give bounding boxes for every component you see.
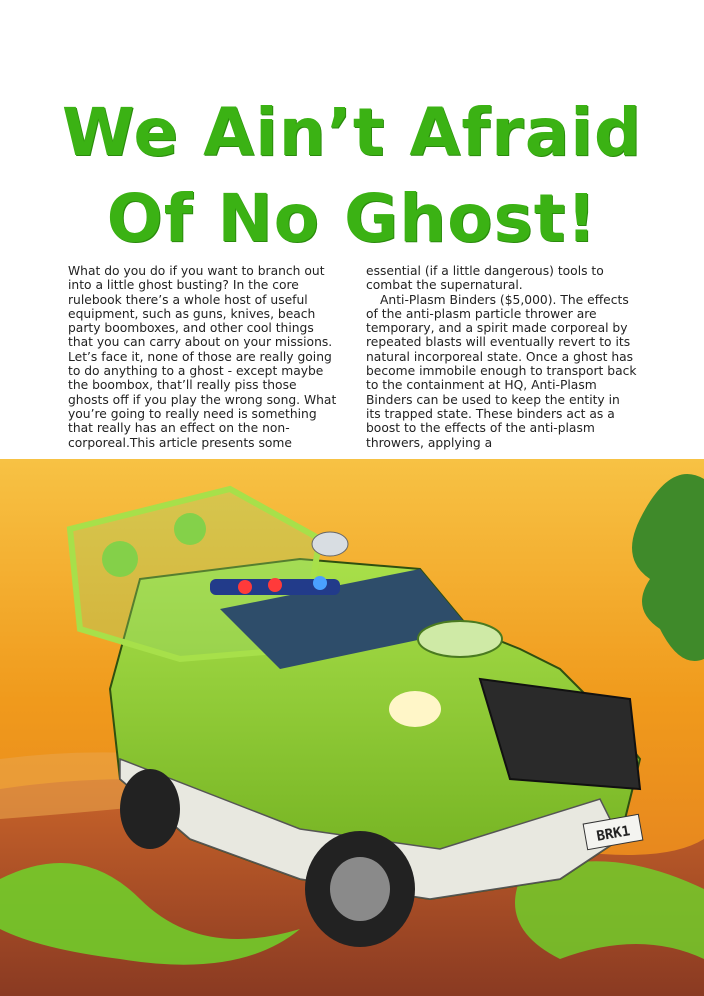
hood-logo: [418, 621, 502, 657]
right-paragraph-1: essential (if a little dangerous) tools to combat the supernatural.: [366, 264, 604, 293]
headlight: [389, 691, 441, 727]
satellite-dish: [312, 532, 348, 556]
title-line-1: We Ain’t Afraid: [61, 94, 643, 171]
right-paragraph-2: Anti-Plasm Binders ($5,000). The effects of the anti-plasm particle thrower are temporary, and a spirit made corporeal by repeated blasts will eventually revert to its natural incorporeal state. Once a ghost has become immobile enough to transport back to the containment at HQ, Anti-Plasm Binders can be used to keep the entity in its trapped state. These binders act as a boost to the effects of the anti-plasm throwers, applying a: [366, 292, 637, 450]
title-line-2: Of No Ghost!: [106, 180, 598, 257]
front-wheel-rim: [330, 857, 390, 921]
left-paragraph: What do you do if you want to branch out into a little ghost busting? In the core rulebook there’s a whole host of useful equipment, such as guns, knives, beach party boomboxes, and other cool things that you can carry about on your missions. Let’s face it, none of those are really going to do anything to a ghost - except maybe the boombox, that’ll really piss those ghosts off if you play the wrong song. What you’re going to really need is something that really has an effect on the non-corporeal.This article presents some: [68, 264, 337, 450]
siren-red-1: [238, 580, 252, 594]
rear-wheel: [120, 769, 180, 849]
ghost-left: [102, 541, 138, 577]
left-column: [68, 264, 340, 450]
ghost-right: [174, 513, 206, 545]
truck-illustration: [0, 459, 704, 996]
siren-red-2: [268, 578, 282, 592]
siren-blue: [313, 576, 327, 590]
license-plate: BRK1: [595, 823, 632, 845]
right-column: [366, 264, 638, 450]
